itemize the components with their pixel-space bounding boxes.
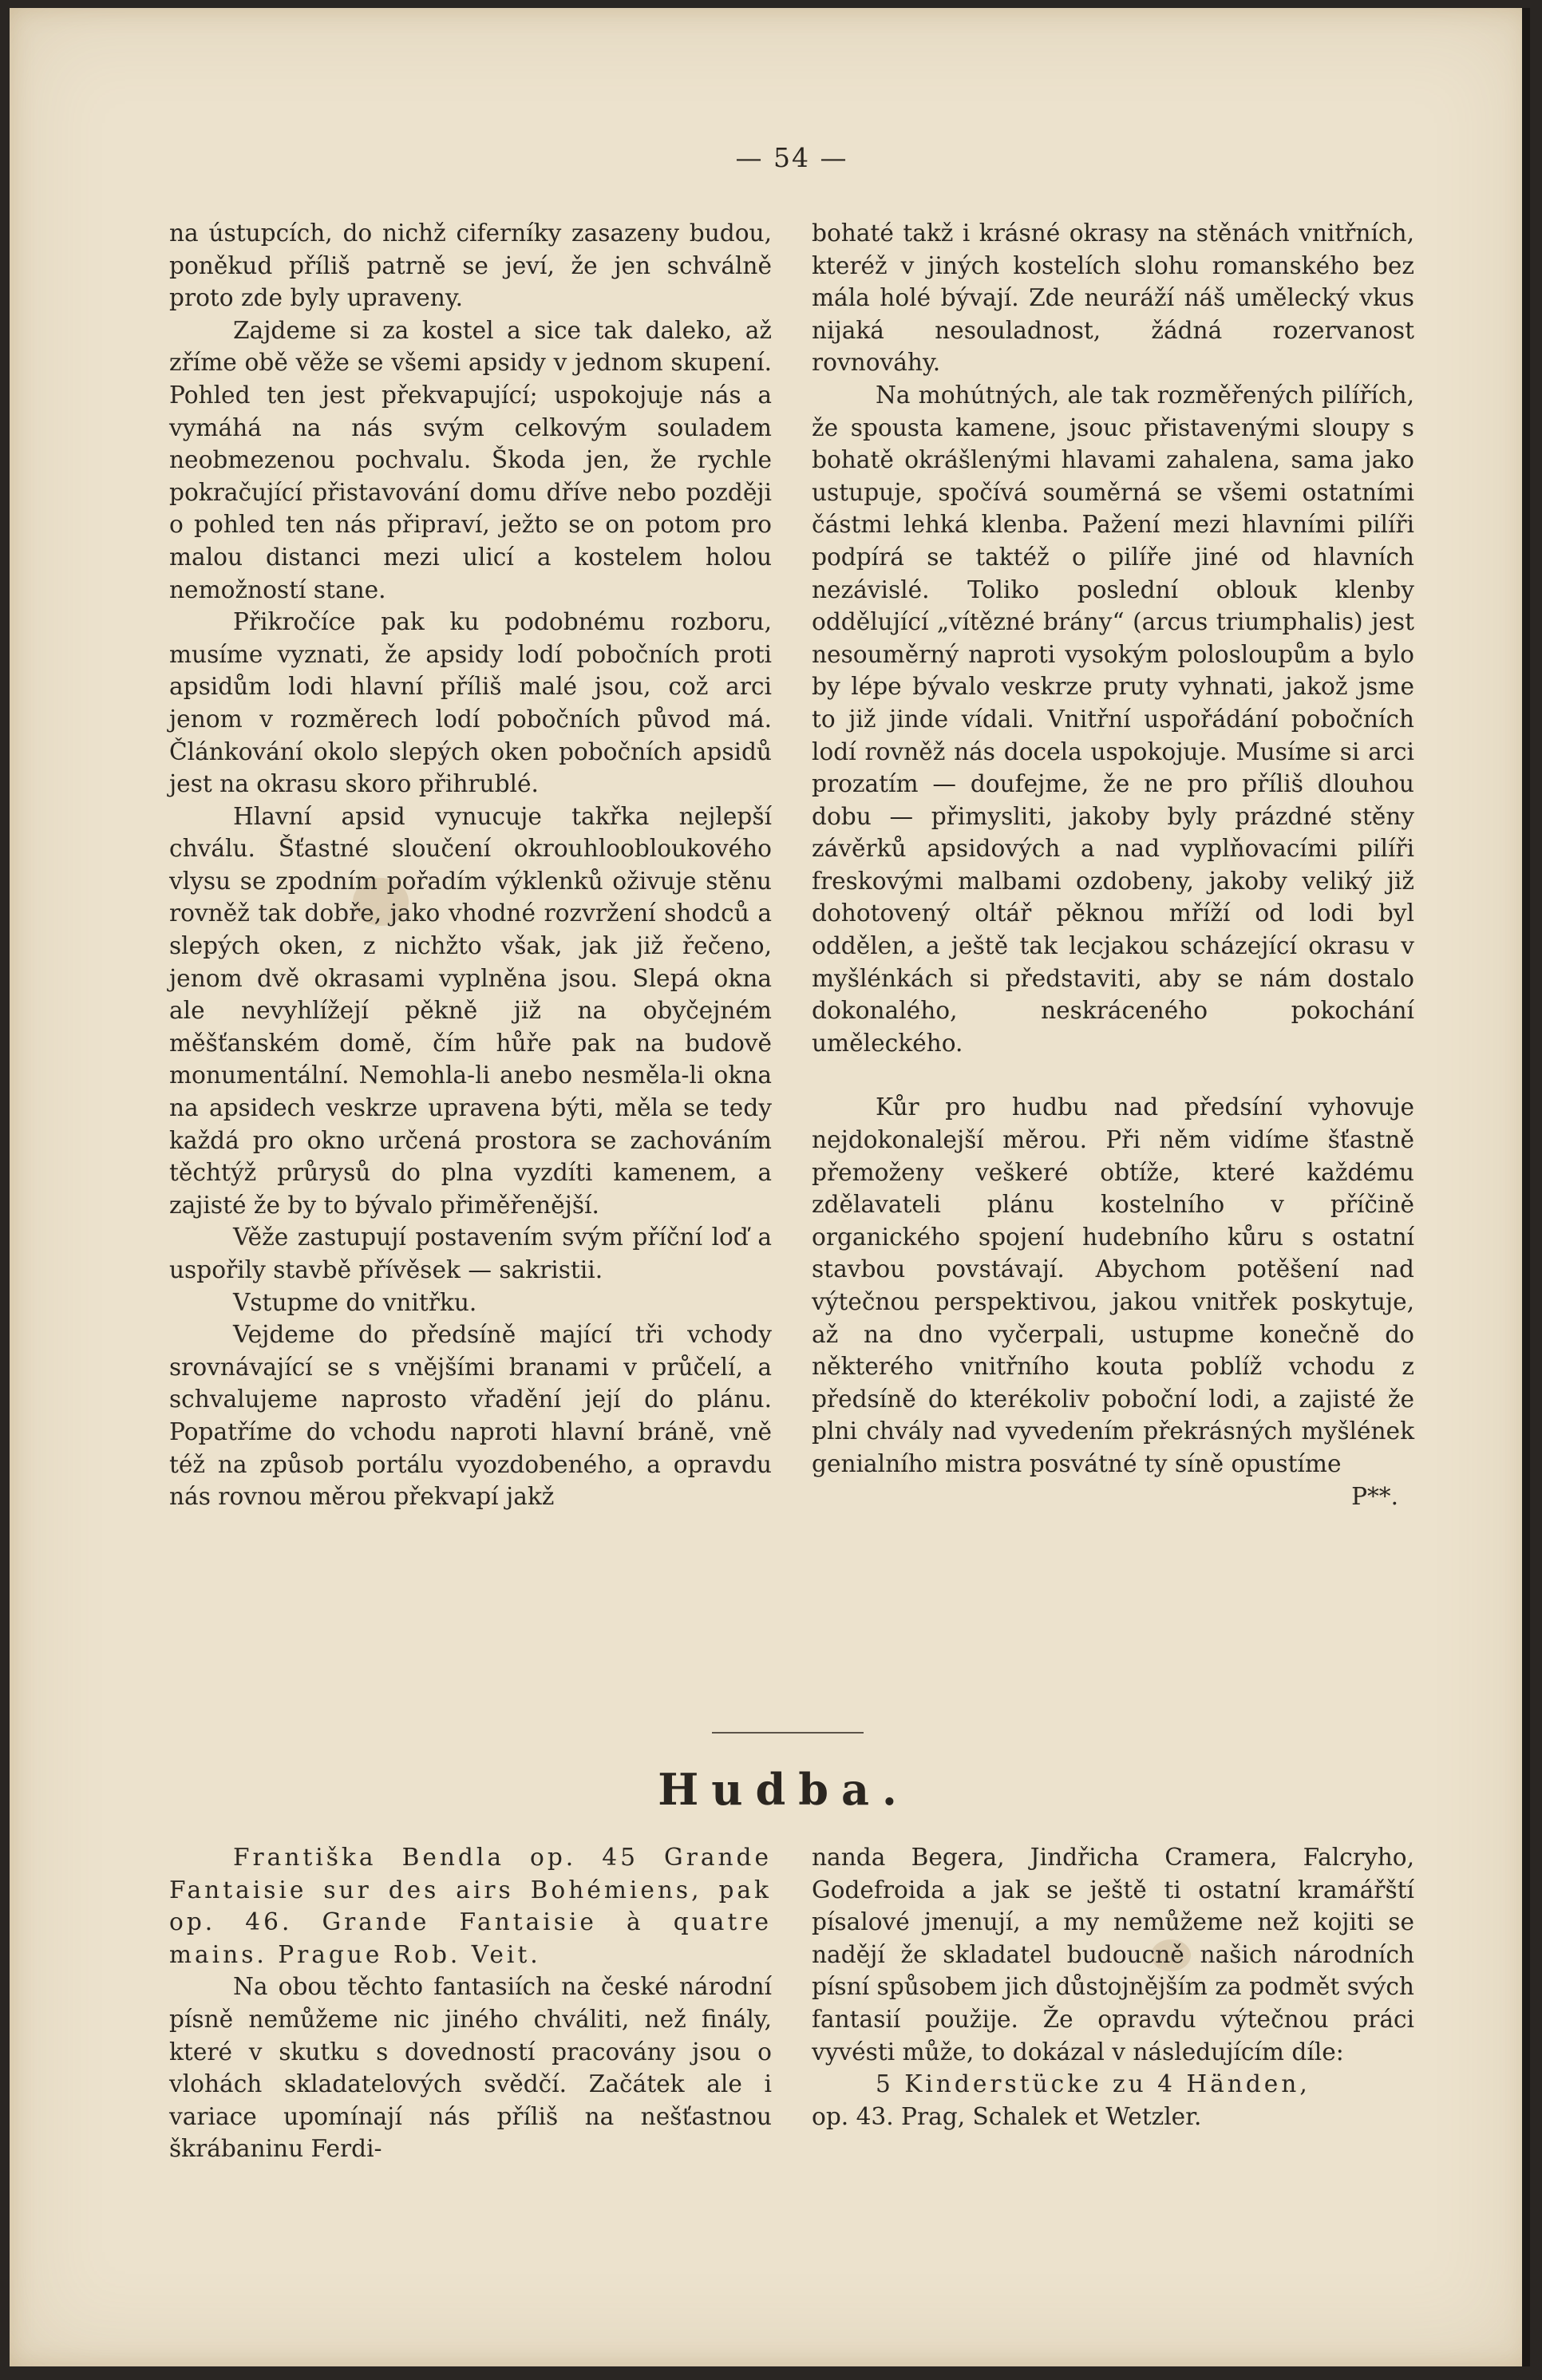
paragraph: Hlavní apsid vynucuje takřka nejlepší chválu. Šťastné sloučení okrouhloobloukového vlysu se zpodním pořadím výklenků oživuje stěnu rovněž tak dobře, jako vhodné rozvržení shodců a slepých oken, z nichžto však, jak již řečeno, jenom dvě okrasami vyplněna jsou. Slepá okna ale nevyhlížejí pěkně již na obyčejném měšťanském domě, čím hůře pak na budově monumentální. Nemohla-li anebo nesměla-li okna na apsidech veskrze upravena býti, měla se tedy každá pro okno určená prostora se zachováním těchtýž průrysů do plna vyzdíti kamenem, a zajisté že by to bývalo přiměřenější. xyxy=(169,802,772,1219)
paragraph: Na obou těchto fantasiích na české národní písně nemůžeme nic jiného chváliti, než finály, které v skutku s dovedností pracovány jsou o vlohách skladatelových svědčí. Začátek ale i variace upomínají nás příliš na nešťastnou škrábaninu Ferdi- xyxy=(169,1973,772,2163)
paragraph: na ústupcích, do nichž ciferníky zasazeny budou, poněkud příliš patrně se jeví, že jen schválně proto zde byly upraveny. xyxy=(169,219,772,312)
page-number: — 54 — xyxy=(735,142,848,173)
work-title: 5 Kinderstücke zu 4 Händen, xyxy=(876,2070,1311,2098)
paragraph: Zajdeme si za kostel a sice tak daleko, až zříme obě věže se všemi apsidy v jednom skupení. Pohled ten jest překvapující; uspokojuje nás a vymáhá na nás svým celkovým souladem neobmezenou pochvalu. Škoda jen, že rychle pokračující přistavování domu dříve nebo později o pohled ten nás připraví, ježto se on potom pro malou distanci mezi ulicí a kostelem holou nemožností stane. xyxy=(169,316,772,603)
book-page xyxy=(10,8,1530,2366)
left-column-top xyxy=(169,217,772,1718)
paragraph: Vstupme do vnitřku. xyxy=(233,1288,477,1316)
signature: P**. xyxy=(1351,1482,1398,1510)
paragraph: Na mohútných, ale tak rozměřených pilířích, že spousta kamene, jsouc přistavenými sloupy s bohatě okrášlenými hlavami zahalena, sama jako ustupuje, spočívá souměrná se všemi ostatními částmi lehká klenba. Pažení mezi hlavními pilíři podpírá se taktéž o pilíře jiné od hlavních nezávislé. Toliko poslední oblouk klenby oddělující „vítězné brány“ (arcus triumphalis) jest nesouměrný naproti vysokým polosloupům a bylo by lépe bývalo veskrze pruty vyhnati, jakož jsme to již jinde vídali. Vnitřní uspořádání pobočních lodí rovněž nás docela uspokojuje. Musíme si arci prozatím — doufejme, že ne pro příliš dlouhou dobu — přimysliti, jakoby byly prázdné stěny závěrků apsidových a nad vyplňovacími pilíři freskovými malbami ozdobeny, jakoby veliký již dohotovený oltář pěknou mříží od lodi byl oddělen, a ještě tak lecjakou scházející okrasu v myšlénkách si představiti, aby se nám dostalo dokonalého, neskráceného pokochání uměleckého. xyxy=(812,381,1414,1057)
paragraph: Věže zastupují postavením svým příční loď a uspořily stavbě přívěsek — sakristii. xyxy=(169,1224,772,1283)
publisher-line: op. 43. Prag, Schalek et Wetzler. xyxy=(812,2102,1202,2130)
paragraph: Vejdeme do předsíně mající tři vchody srovnávající se s vnějšími branami v průčelí, a schvalujeme naprosto vřadění její do plánu. Popatříme do vchodu naproti hlavní bráně, vně též na způsob portálu vyozdobeného, a opravdu nás rovnou měrou překvapí jakž xyxy=(169,1321,772,1511)
left-column-bottom xyxy=(169,1841,772,2336)
paragraph: Přikročíce pak ku podobnému rozboru, musíme vyznati, že apsidy lodí pobočních proti apsidům lodi hlavní příliš malé jsou, což arci jenom v rozměrech lodí pobočních původ má. Článkování okolo slepých oken pobočních apsidů jest na okrasu skoro přihrublé. xyxy=(169,608,772,798)
page-edge xyxy=(1522,8,1530,2366)
section-heading: Hudba. xyxy=(658,1764,910,1815)
section-divider xyxy=(712,1732,864,1734)
paragraph: nanda Begera, Jindřicha Cramera, Falcryho, Godefroida a jak se ještě ti ostatní kramářští písalové jmenují, a my nemůžeme než kojiti se nadějí že skladatel budoucně našich národních písní spůsobem jich důstojnějším za podmět svých fantasií použije. Že opravdu výtečnou práci vyvésti může, to dokázal v následujícím díle: xyxy=(812,1844,1414,2066)
review-header: Františka Bendla op. 45 Grande Fantaisie sur des airs Bohémiens, pak op. 46. Grande Fantaisie à quatre mains. Prague Rob. Veit. xyxy=(169,1844,772,1968)
right-column-bottom xyxy=(812,1841,1414,2336)
paragraph: bohaté takž i krásné okrasy na stěnách vnitřních, kteréž v jiných kostelích slohu romanského bez mála holé bývají. Zde neuráží náš umělecký vkus nijaká nesouladnost, žádná rozervanost rovnováhy. xyxy=(812,219,1414,377)
right-column-top xyxy=(812,217,1414,1718)
paragraph: Kůr pro hudbu nad předsíní vyhovuje nejdokonalejší měrou. Při něm vidíme šťastně přemoženy veškeré obtíže, které každému zdělavateli plánu kostelního v příčině organického spojení hudebního kůru s ostatní stavbou povstávají. Abychom potěšení nad výtečnou perspektivou, jakou vnitřek poskytuje, až na dno vyčerpali, ustupme konečně do některého vnitřního kouta poblíž vchodu z předsíně do kterékoliv poboční lodi, a zajisté že plni chvály nad vyvedením překrásných myšlének genialního mistra posvátné ty síně opustíme xyxy=(812,1093,1414,1477)
